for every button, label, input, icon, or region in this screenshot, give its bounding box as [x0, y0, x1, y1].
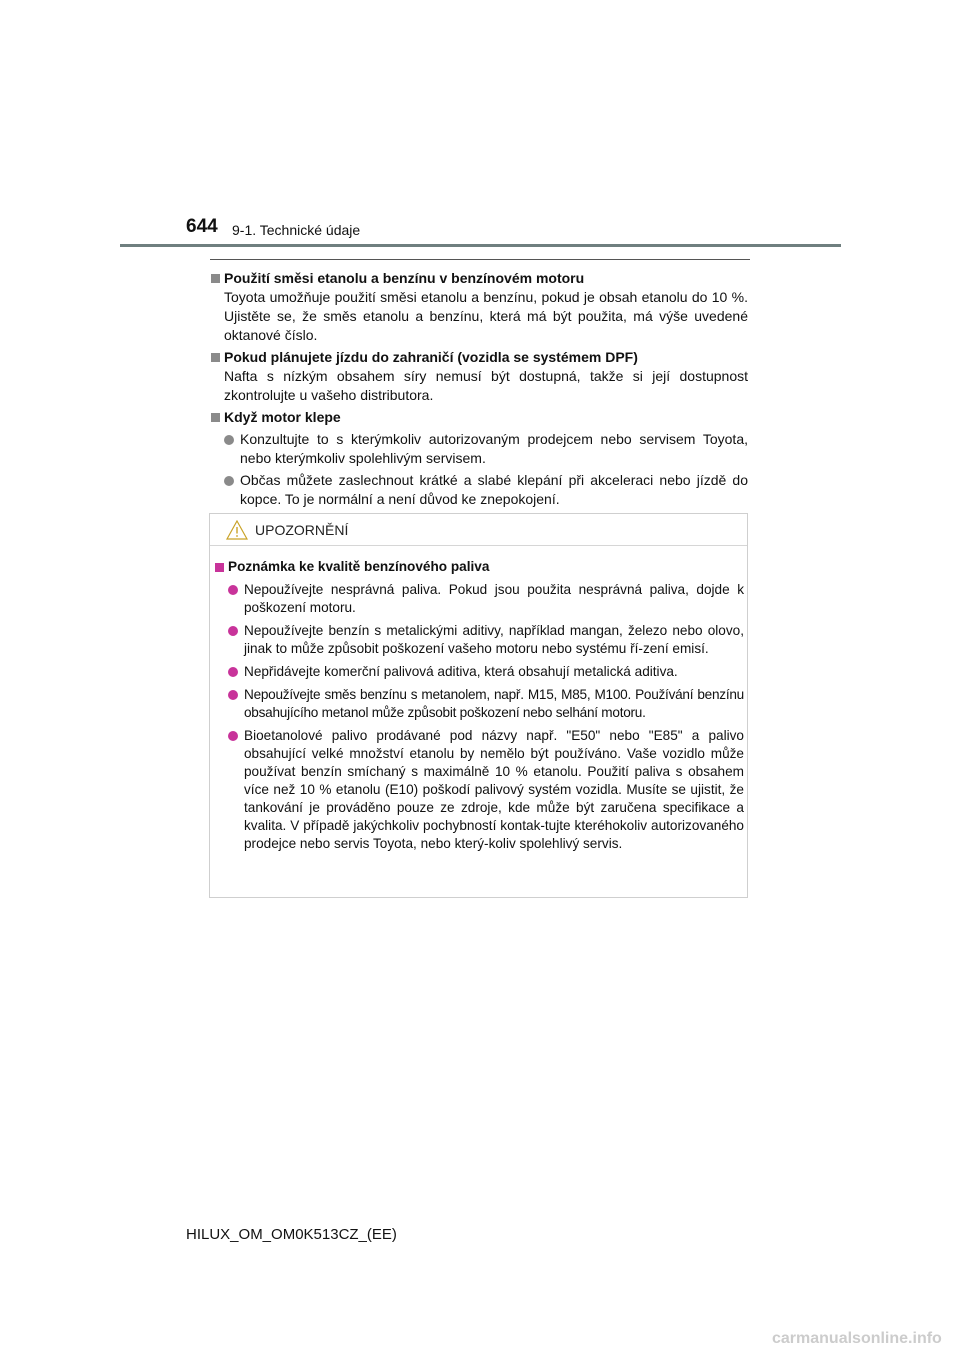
square-bullet-icon — [211, 413, 220, 422]
list-item-text: Nepoužívejte směs benzínu s metanolem, např. M15, M85, M100. Používání benzínu obsahujícího metanol může způsobit poškození nebo selhání motoru. — [244, 687, 744, 720]
warning-body — [214, 558, 744, 853]
heading-text: Když motor klepe — [224, 409, 341, 425]
warning-triangle-icon — [226, 520, 248, 540]
list-item-text: Konzultujte to s kterýmkoliv autorizovaným prodejcem nebo servisem Toyota, nebo kterýmkoliv spolehlivým servisem. — [240, 431, 748, 466]
header-rule — [120, 244, 841, 247]
section-heading — [210, 269, 748, 288]
square-bullet-icon — [211, 353, 220, 362]
warning-heading — [214, 558, 744, 576]
list-item — [210, 430, 748, 468]
section-heading — [210, 408, 748, 427]
list-item — [214, 727, 744, 853]
page-number: 644 — [186, 216, 218, 237]
warning-header — [210, 514, 747, 546]
warning-box — [209, 513, 748, 898]
heading-text: Poznámka ke kvalitě benzínového paliva — [228, 559, 490, 574]
watermark: carmanualsonline.info — [772, 1330, 942, 1347]
list-item — [210, 471, 748, 509]
round-bullet-icon — [228, 690, 238, 700]
main-content — [210, 266, 748, 509]
paragraph: Nafta s nízkým obsahem síry nemusí být dostupná, takže si její dostupnost zkontrolujte u vašeho distributora. — [224, 368, 748, 403]
round-bullet-icon — [228, 667, 238, 677]
warning-label: UPOZORNĚNÍ — [255, 522, 349, 538]
list-item-text: Nepoužívejte nesprávná paliva. Pokud jsou použita nesprávná paliva, dojde k poškození motoru. — [244, 582, 744, 615]
round-bullet-icon — [224, 435, 234, 445]
round-bullet-icon — [224, 476, 234, 486]
paragraph: Toyota umožňuje použití směsi etanolu a benzínu, pokud je obsah etanolu do 10 %. Ujistěte se, že směs etanolu a benzínu, která má být použita, má výše uvedené oktanové číslo. — [224, 289, 748, 343]
list-item-text: Nepoužívejte benzín s metalickými aditivy, například mangan, železo nebo olovo, jinak to může způsobit poškození vašeho motoru nebo systému ří-zení emisí. — [244, 623, 744, 656]
section-title: 9-1. Technické údaje — [232, 222, 361, 238]
section-heading — [210, 348, 748, 367]
round-bullet-icon — [228, 731, 238, 741]
heading-text: Použití směsi etanolu a benzínu v benzínovém motoru — [224, 270, 585, 286]
list-item — [214, 663, 744, 681]
list-item — [214, 622, 744, 658]
list-item — [214, 581, 744, 617]
round-bullet-icon — [228, 626, 238, 636]
heading-text: Pokud plánujete jízdu do zahraničí (vozidla se systémem DPF) — [224, 349, 638, 365]
document-code: HILUX_OM_OM0K513CZ_(EE) — [186, 1226, 397, 1243]
list-item-text: Bioetanolové palivo prodávané pod názvy např. "E50" nebo "E85" a palivo obsahující velké množství etanolu by nemělo být používáno. Vaše vozidlo může používat benzín smíchaný s maximálně 10 % etanolu. Použití paliva s obsahem více než 10 % etanolu (E10) poškodí palivový systém vozidla. Musíte se ujistit, že tankování je prováděno pouze ze zdroje, kde může být zaručena specifikace a kvalita. V případě jakýchkoliv pochybností kontak-tujte kteréhokoliv autorizovaného prodejce nebo servis Toyota, nebo který-koliv spolehlivý servis. — [244, 728, 744, 851]
content-rule — [210, 259, 750, 260]
square-bullet-icon — [215, 563, 224, 572]
round-bullet-icon — [228, 585, 238, 595]
square-bullet-icon — [211, 274, 220, 283]
list-item-text: Občas můžete zaslechnout krátké a slabé klepání při akceleraci nebo jízdě do kopce. To je normální a není důvod ke znepokojení. — [240, 472, 748, 507]
list-item-text: Nepřidávejte komerční palivová aditiva, která obsahují metalická aditiva. — [244, 664, 678, 679]
list-item — [214, 686, 744, 722]
